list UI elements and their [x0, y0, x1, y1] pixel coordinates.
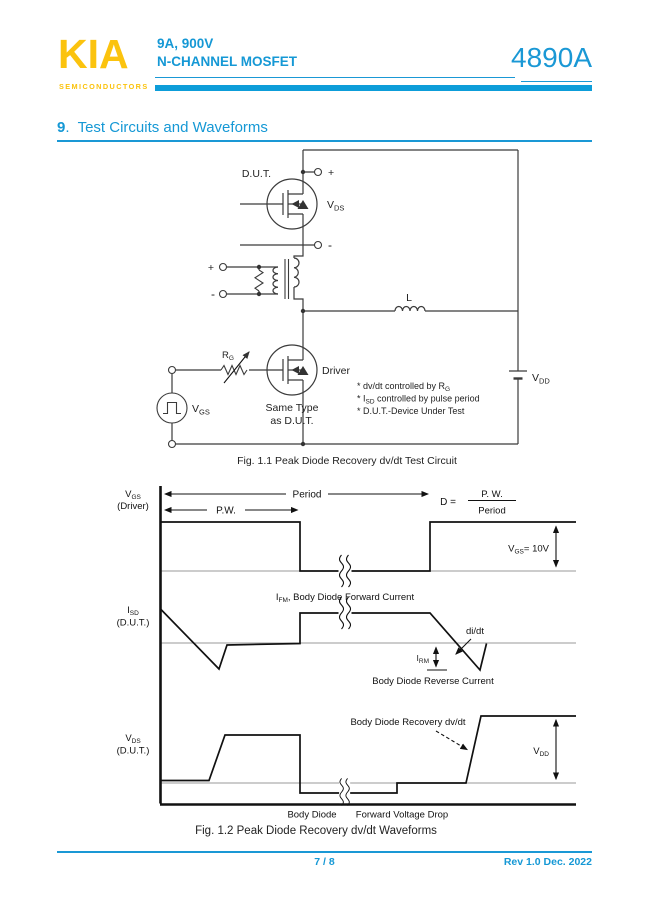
transformer-icon	[273, 258, 299, 299]
vds-label: $V_{DS}$	[327, 199, 345, 213]
device-rating: 9A, 900V	[157, 36, 214, 51]
battery-icon	[509, 371, 527, 379]
didt-label: di/dt	[466, 626, 484, 637]
recovery-dvdt-label: Body Diode Recovery dv/dt	[350, 717, 466, 728]
xfmr-plus-label: +	[207, 262, 214, 274]
section-title: . Test Circuits and Waveforms	[65, 119, 268, 136]
irm-label: $I_{RM}$	[416, 653, 429, 665]
device-type: N-CHANNEL MOSFET	[157, 54, 297, 69]
revision-label: Rev 1.0 Dec. 2022	[503, 856, 592, 868]
row3-axis-sublabel: (D.U.T.)	[116, 745, 150, 757]
dimension-arrows	[165, 494, 556, 779]
row3-axis-label: $V_{DS}$	[125, 733, 141, 746]
waveforms-figure	[0, 480, 649, 842]
header-bar	[155, 85, 592, 91]
row1-axis-sublabel: (Driver)	[117, 501, 149, 512]
vgs-10v-label: $V_{GS}= 10V$	[508, 543, 549, 556]
duty-cycle-numerator: P. W.	[481, 489, 503, 500]
inductor-label: L	[406, 292, 412, 304]
note-isd: * $I_{SD}$ controlled by pulse period	[357, 393, 480, 406]
row1-axis-label: $V_{GS}$	[125, 489, 141, 502]
pulse-source-icon	[157, 393, 187, 423]
break-icon-row3	[339, 778, 350, 805]
rg-label: $R_G$	[222, 350, 234, 363]
minus-terminal-label: -	[328, 238, 332, 252]
section-heading	[57, 119, 268, 136]
ifm-label: $I_{FM}$, Body Diode Forward Current	[275, 592, 415, 605]
inductor-icon	[395, 307, 425, 312]
header-rule-left	[155, 77, 515, 78]
kia-logo-subtitle: SEMICONDUCTORS	[59, 82, 149, 91]
row2-axis-label: $I_{SD}$	[127, 605, 139, 618]
page-number: 7 / 8	[314, 856, 335, 868]
row2-axis-sublabel: (D.U.T.)	[116, 617, 150, 629]
period-label: Period	[292, 489, 322, 501]
kia-logo: KIA	[58, 31, 129, 77]
pw-label: P.W.	[216, 505, 236, 517]
test-circuit-figure	[0, 140, 649, 475]
vgs-source-label: $V_{GS}$	[192, 403, 210, 417]
forward-voltage-drop-label: Forward Voltage Drop	[355, 809, 449, 821]
duty-cycle-lhs: D =	[440, 497, 456, 508]
fig1-caption: Fig. 1.1 Peak Diode Recovery dv/dt Test Circuit	[237, 455, 457, 467]
same-type-label-2: as D.U.T.	[270, 415, 314, 427]
duty-cycle-denominator: Period	[478, 505, 506, 517]
driver-label: Driver	[322, 365, 350, 377]
body-diode-label: Body Diode	[287, 809, 337, 821]
footer-rule	[57, 851, 592, 853]
dut-label: D.U.T.	[241, 168, 271, 180]
same-type-label-1: Same Type	[265, 402, 319, 414]
note-dut: * D.U.T.-Device Under Test	[357, 406, 465, 416]
break-icon-row1	[339, 555, 352, 587]
part-number: 4890A	[511, 42, 592, 73]
resistor-icon	[255, 270, 263, 291]
xfmr-minus-label: -	[211, 287, 215, 301]
note-dvdt: * dv/dt controlled by $R_G$	[357, 381, 451, 393]
fig2-caption: Fig. 1.2 Peak Diode Recovery dv/dt Waveforms	[195, 825, 437, 837]
reverse-current-label: Body Diode Reverse Current	[372, 676, 494, 687]
vdd-span-label: $V_{DD}$	[533, 746, 549, 759]
section-number: 9	[57, 119, 66, 136]
header-rule-right	[521, 81, 592, 82]
plus-terminal-label: +	[328, 167, 335, 179]
vdd-label: $V_{DD}$	[532, 372, 550, 386]
isd-dut-trace	[161, 610, 487, 671]
